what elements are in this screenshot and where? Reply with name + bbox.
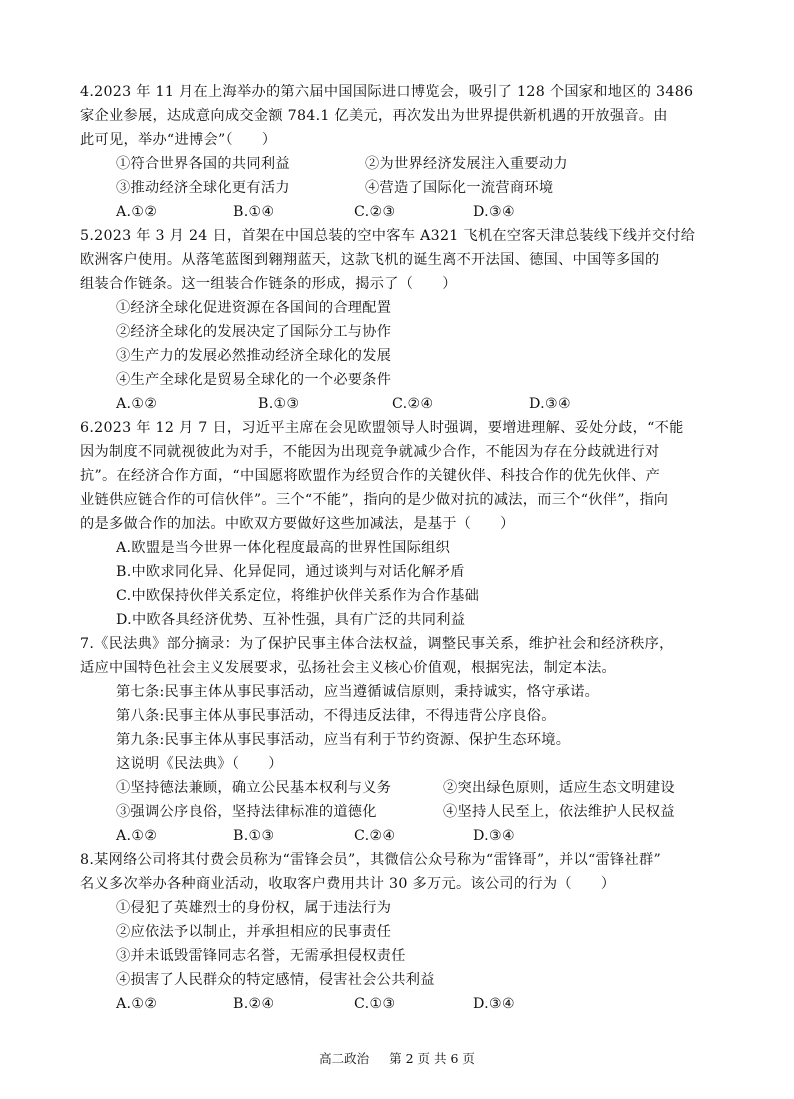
answer-choice-d: D.中欧各具经济优势、互补性强，具有广泛的共同利益 [116, 612, 466, 628]
question-stem-line: 家企业参展，达成意向成交金额 784.1 亿美元，再次发出为世界提供新机遇的开放强音。由 [80, 108, 668, 124]
answer-choice-b: B.①④ [233, 204, 275, 220]
answer-choice-a: A.欧盟是当今世界一体化程度最高的世界性国际组织 [116, 540, 451, 556]
law-article: 第九条:民事主体从事民事活动，应当有利于节约资源、保护生态环境。 [116, 732, 571, 748]
question-stem-line: 6.2023 年 12 月 7 日，习近平主席在会见欧盟领导人时强调，要增进理解、妥处分歧，“不能 [80, 420, 684, 436]
answer-choice-c: C.②④ [354, 828, 396, 844]
question-stem-line: 8.某网络公司将其付费会员称为“雷锋会员”，其微信公众号称为“雷锋哥”，并以“雷锋社群” [80, 852, 662, 868]
answer-choice-d: D.③④ [473, 204, 516, 220]
question-stem-line: 的是多做合作的加法。中欧双方要做好这些加减法，是基于（ ） [80, 516, 515, 532]
option-statement: ②应依法予以制止，并承担相应的民事责任 [116, 924, 392, 940]
footer-page-number: 第 2 页 共 6 页 [389, 1051, 475, 1066]
answer-choice-d: D.③④ [529, 396, 572, 412]
answer-choice-b: B.①③ [258, 396, 300, 412]
option-statement: ③强调公序良俗，坚持法律标准的道德化 [116, 804, 377, 820]
answer-choice-d: D.③④ [473, 828, 516, 844]
question-stem-line: 7.《民法典》部分摘录：为了保护民事主体合法权益，调整民事关系，维护社会和经济秩序， [80, 636, 674, 652]
option-statement: ①经济全球化促进资源在各国间的合理配置 [116, 300, 392, 316]
answer-choice-d: D.③④ [473, 996, 516, 1012]
answer-choice-b: B.①③ [233, 828, 275, 844]
option-statement: ③推动经济全球化更有活力 [116, 180, 290, 196]
answer-choice-c: C.②④ [392, 396, 434, 412]
question-prompt: 这说明《民法典》（ ） [116, 756, 283, 772]
answer-choice-a: A.①② [116, 828, 158, 844]
answer-choice-c: C.②③ [354, 204, 396, 220]
answer-choice-a: A.①② [116, 396, 158, 412]
option-statement: ②为世界经济发展注入重要动力 [365, 156, 568, 172]
question-stem-line: 抗”。在经济合作方面，“中国愿将欧盟作为经贸合作的关键伙伴、科技合作的优先伙伴、产 [80, 468, 661, 484]
answer-choice-a: A.①② [116, 996, 158, 1012]
option-statement: ①坚持德法兼顾，确立公民基本权利与义务 [116, 780, 392, 796]
question-stem-line: 适应中国特色社会主义发展要求，弘扬社会主义核心价值观，根据宪法，制定本法。 [80, 660, 617, 676]
option-statement: ③生产力的发展必然推动经济全球化的发展 [116, 348, 392, 364]
question-stem-line: 5.2023 年 3 月 24 日，首架在中国总装的空中客车 A321 飞机在空客天津总装线下线并交付给 [80, 228, 696, 244]
question-stem-line: 因为制度不同就视彼此为对手，不能因为出现竞争就减少合作，不能因为存在分歧就进行对 [80, 444, 660, 460]
option-statement: ④生产全球化是贸易全球化的一个必要条件 [116, 372, 392, 388]
answer-choice-c: C.①③ [354, 996, 396, 1012]
option-statement: ①符合世界各国的共同利益 [116, 156, 290, 172]
question-stem-line: 4.2023 年 11 月在上海举办的第六届中国国际进口博览会，吸引了 128 个国家和地区的 3486 [80, 84, 694, 100]
law-article: 第七条:民事主体从事民事活动，应当遵循诚信原则，秉持诚实，恪守承诺。 [116, 684, 600, 700]
option-statement: ①侵犯了英雄烈士的身份权，属于违法行为 [116, 900, 392, 916]
question-stem-line: 业链供应链合作的可信伙伴”。三个“不能”，指向的是少做对抗的减法，而三个“伙伴”，指向 [80, 492, 669, 508]
option-statement: ④坚持人民至上，依法维护人民权益 [443, 804, 675, 820]
answer-choice-b: B.中欧求同化异、化异促同，通过谈判与对话化解矛盾 [116, 564, 465, 580]
option-statement: ④营造了国际化一流营商环境 [365, 180, 554, 196]
question-stem-line: 此可见，举办“进博会”（ ） [80, 132, 277, 148]
footer-subject: 高二政治 [319, 1051, 370, 1066]
answer-choice-a: A.①② [116, 204, 158, 220]
answer-choice-b: B.②④ [233, 996, 275, 1012]
option-statement: ④损害了人民群众的特定感情，侵害社会公共利益 [116, 972, 435, 988]
question-stem-line: 欧洲客户使用。从落笔蓝图到翱翔蓝天，这款飞机的诞生离不开法国、德国、中国等多国的 [80, 252, 660, 268]
option-statement: ②经济全球化的发展决定了国际分工与协作 [116, 324, 392, 340]
law-article: 第八条:民事主体从事民事活动，不得违反法律，不得违背公序良俗。 [116, 708, 556, 724]
option-statement: ③并未诋毁雷锋同志名誉，无需承担侵权责任 [116, 948, 406, 964]
option-statement: ②突出绿色原则，适应生态文明建设 [443, 780, 675, 796]
page-footer [0, 1050, 794, 1068]
answer-choice-c: C.中欧保持伙伴关系定位，将维护伙伴关系作为合作基础 [116, 588, 480, 604]
question-stem-line: 组装合作链条。这一组装合作链条的形成，揭示了（ ） [80, 276, 457, 292]
question-stem-line: 名义多次举办各种商业活动，收取客户费用共计 30 多万元。该公司的行为（ ） [80, 876, 616, 892]
